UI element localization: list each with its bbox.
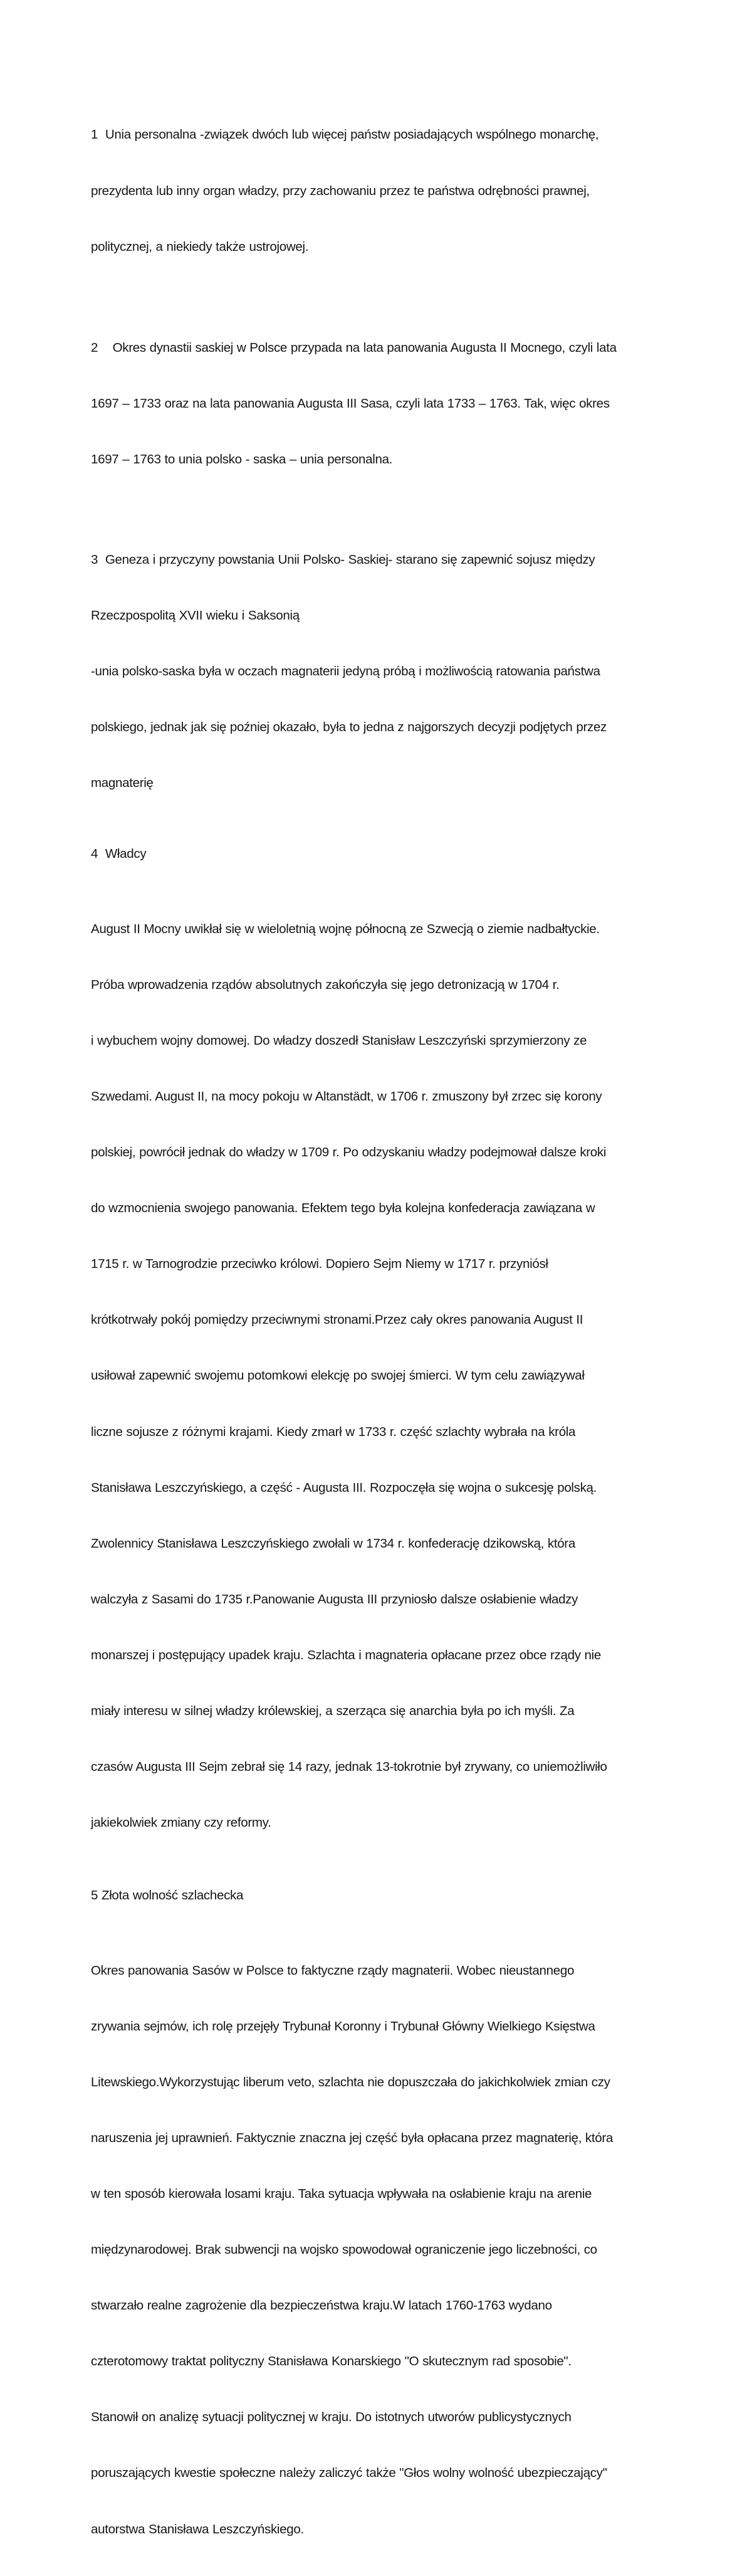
text-line: Próba wprowadzenia rządów absolutnych zakończyła się jego detronizacją w 1704 r. [91,977,560,992]
text-line: czterotomowy traktat polityczny Stanisława Konarskiego "O skutecznym rad sposobie". [91,2354,572,2369]
paragraph-geneza [91,513,667,830]
text-line: miały interesu w silnej władzy królewskiej, a szerząca się anarchia była po ich myśli. Za [91,1704,575,1719]
text-line: -unia polsko-saska była w oczach magnaterii jedyną próbą i możliwością ratowania państwa [91,664,600,679]
paragraph-wladcy [91,882,667,1869]
text-line: stwarzało realne zagrożenie dla bezpieczeństwa kraju.W latach 1760-1763 wydano [91,2298,552,2313]
text-line: monarszej i postępujący upadek kraju. Szlachta i magnateria opłacane przez obce rządy nie [91,1647,601,1662]
text-line: zrywania sejmów, ich rolę przejęły Trybunał Koronny i Trybunał Główny Wielkiego Księstwa [91,2019,595,2034]
text-line: Okres panowania Sasów w Polsce to faktyczne rządy magnaterii. Wobec nieustannego [91,1963,575,1978]
text-line: międzynarodowej. Brak subwencji na wojsko spowodował ograniczenie jego liczebności, co [91,2242,597,2257]
text-line: Stanisława Leszczyńskiego, a część - Augusta III. Rozpoczęła się wojna o sukcesję polską. [91,1480,597,1495]
text-line: 1697 – 1763 to unia polsko - saska – unia personalna. [91,452,393,467]
text-line: czasów Augusta III Sejm zebrał się 14 razy, jednak 13-tokrotnie był zrywany, co uniemożliwiło [91,1760,607,1775]
text-line: poruszających kwestie społeczne należy zaliczyć także "Głos wolny wolność ubezpieczający" [91,2466,607,2481]
text-line: magnaterię [91,776,154,791]
paragraph-unia-personalna [91,88,667,293]
text-line: naruszenia jej uprawnień. Faktycznie znaczna jej część była opłacana przez magnaterię, która [91,2130,613,2145]
text-line: 3 Geneza i przyczyny powstania Unii Polsko- Saskiej- starano się zapewnić sojusz między [91,552,595,567]
paragraph-dynastia-saska [91,302,667,507]
text-line: politycznej, a niekiedy także ustrojowej. [91,239,309,254]
text-line: 1 Unia personalna -związek dwóch lub więcej państw posiadających wspólnego monarchę, [91,127,599,142]
document-body [91,88,667,2576]
text-line: w ten sposób kierowała losami kraju. Taka sytuacja wpływała na osłabienie kraju na arenie [91,2186,592,2201]
text-line: polskiej, powrócił jednak do władzy w 1709 r. Po odzyskaniu władzy podejmował dalsze kroki [91,1144,607,1159]
text-line: Litewskiego.Wykorzystując liberum veto, szlachta nie dopuszczała do jakichkolwiek zmian czy [91,2074,610,2089]
text-line: polskiego, jednak jak się poźniej okazało, była to jedna z najgorszych decyzji podjętych przez [91,720,607,735]
text-line: i wybuchem wojny domowej. Do władzy doszedł Stanisław Leszczyński sprzymierzony ze [91,1033,587,1048]
paragraph-zlota-wolnosc [91,1924,667,2576]
heading-wladcy: 4 Władcy [91,847,147,862]
text-line: usiłował zapewnić swojemu potomkowi elekcję po swojej śmierci. W tym celu zawiązywał [91,1368,585,1383]
text-line: 2 Okres dynastii saskiej w Polsce przypada na lata panowania Augusta II Mocnego, czyli lata [91,340,617,356]
text-line: August II Mocny uwikłał się w wieloletnią wojnę północną ze Szwecją o ziemie nadbałtyckie. [91,921,600,936]
text-line: walczyła z Sasami do 1735 r.Panowanie Augusta III przyniosło dalsze osłabienie władzy [91,1592,578,1607]
text-line: Stanowił on analizę sytuacji politycznej w kraju. Do istotnych utworów publicystycznych [91,2410,572,2425]
text-line: Rzeczpospolitą XVII wieku i Saksonią [91,608,300,623]
text-line: 1697 – 1733 oraz na lata panowania Augusta III Sasa, czyli lata 1733 – 1763. Tak, więc okres [91,396,610,411]
text-line: liczne sojusze z różnymi krajami. Kiedy zmarł w 1733 r. część szlachty wybrała na króla [91,1424,576,1439]
text-line: Zwolennicy Stanisława Leszczyńskiego zwołali w 1734 r. konfederację dzikowską, która [91,1536,575,1551]
text-line: Szwedami. August II, na mocy pokoju w Altanstädt, w 1706 r. zmuszony był zrzec się korony [91,1089,602,1104]
text-line: autorstwa Stanisława Leszczyńskiego. [91,2521,304,2536]
text-line: 1715 r. w Tarnogrodzie przeciwko królowi. Dopiero Sejm Niemy w 1717 r. przyniósł [91,1257,548,1272]
text-line: do wzmocnienia swojego panowania. Efektem tego była kolejna konfederacja zawiązana w [91,1201,595,1216]
text-line: krótkotrwały pokój pomiędzy przeciwnymi stronami.Przez cały okres panowania August II [91,1312,583,1328]
heading-zlota-wolnosc: 5 Złota wolność szlachecka [91,1888,244,1903]
text-line: jakiekolwiek zmiany czy reformy. [91,1815,271,1830]
text-line: prezydenta lub inny organ władzy, przy zachowaniu przez te państwa odrębności prawnej, [91,183,590,198]
